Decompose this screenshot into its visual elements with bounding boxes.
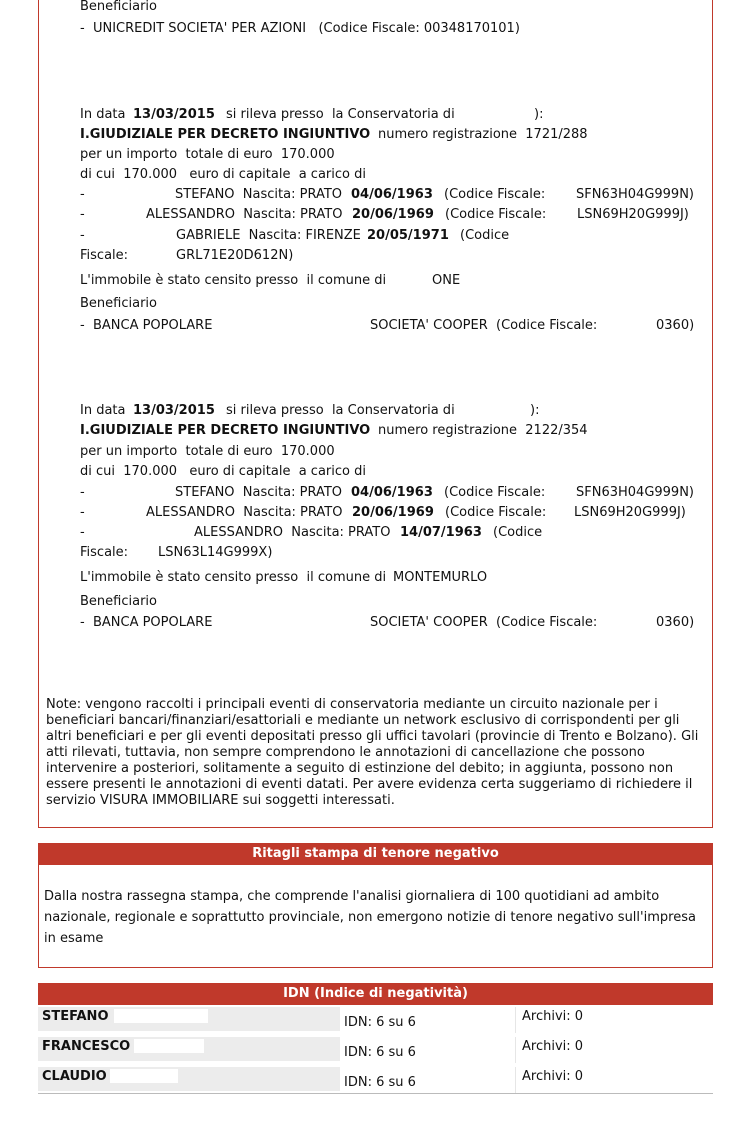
person-dash: - xyxy=(80,228,85,243)
person-surname: CLAUDIO xyxy=(42,1069,107,1084)
record-date: 13/03/2015 xyxy=(133,403,215,418)
person-cf-label: (Codice Fiscale: xyxy=(445,207,547,222)
person-dob: 20/06/1969 xyxy=(352,207,434,222)
redacted-block xyxy=(134,1039,204,1053)
record-act: I.GIUDIZIALE PER DECRETO INGIUNTIVO xyxy=(80,423,371,438)
beneficiario-label: Beneficiario xyxy=(80,594,157,609)
table-row xyxy=(38,1005,713,1035)
idn-table xyxy=(38,1005,713,1095)
bank-name: - BANCA POPOLARE xyxy=(80,615,213,630)
record-registration: numero registrazione 2122/354 xyxy=(378,423,588,438)
record-intro-end: ): xyxy=(530,403,540,418)
table-row xyxy=(38,1035,713,1065)
record-intro-b: si rileva presso la Conservatoria di xyxy=(226,107,455,122)
ritagli-header: Ritagli stampa di tenore negativo xyxy=(38,843,713,865)
person-dash: - xyxy=(80,207,85,222)
bank-cf: 0360) xyxy=(656,318,695,333)
bank-type: SOCIETA' COOPER (Codice Fiscale: xyxy=(370,318,598,333)
fiscale-value: GRL71E20D612N) xyxy=(176,248,294,263)
person-cf-label: (Codice xyxy=(460,228,510,243)
idn-value: IDN: 6 su 6 xyxy=(344,1075,416,1090)
person-cf: SFN63H04G999N) xyxy=(576,187,694,202)
person-dash: - xyxy=(80,485,85,500)
person-surname: FRANCESCO xyxy=(42,1039,131,1054)
person-name: STEFANO Nascita: PRATO xyxy=(175,485,343,500)
person-cf-label: (Codice Fiscale: xyxy=(444,485,546,500)
person-dash: - xyxy=(80,525,85,540)
beneficiario-label: Beneficiario xyxy=(80,296,157,311)
archivi-value: Archivi: 0 xyxy=(522,1069,584,1084)
person-cf-label: (Codice Fiscale: xyxy=(445,505,547,520)
person-dash: - xyxy=(80,187,85,202)
archivi-value: Archivi: 0 xyxy=(522,1039,584,1054)
beneficiario-label: Beneficiario xyxy=(80,0,157,14)
divider xyxy=(38,1093,713,1094)
comune-value: MONTEMURLO xyxy=(393,570,488,585)
idn-value: IDN: 6 su 6 xyxy=(344,1015,416,1030)
comune-label: L'immobile è stato censito presso il comune di xyxy=(80,570,387,585)
bank-type: SOCIETA' COOPER (Codice Fiscale: xyxy=(370,615,598,630)
comune-value: ONE xyxy=(432,273,461,288)
record-intro-a: In data xyxy=(80,107,126,122)
person-name: ALESSANDRO Nascita: PRATO xyxy=(146,505,343,520)
person-cf: LSN69H20G999J) xyxy=(574,505,686,520)
record-date: 13/03/2015 xyxy=(133,107,215,122)
redacted-block xyxy=(110,1069,178,1083)
comune-label: L'immobile è stato censito presso il comune di xyxy=(80,273,387,288)
record-registration: numero registrazione 1721/288 xyxy=(378,127,588,142)
person-dob: 04/06/1963 xyxy=(351,485,433,500)
person-cf: SFN63H04G999N) xyxy=(576,485,694,500)
record-importo: per un importo totale di euro 170.000 xyxy=(80,147,335,162)
record-intro-a: In data xyxy=(80,403,126,418)
person-dash: - xyxy=(80,505,85,520)
person-name: GABRIELE Nascita: FIRENZE xyxy=(176,228,361,243)
person-name: ALESSANDRO Nascita: PRATO xyxy=(146,207,343,222)
person-cf-label: (Codice xyxy=(493,525,543,540)
bank-cf: 0360) xyxy=(656,615,695,630)
record-act: I.GIUDIZIALE PER DECRETO INGIUNTIVO xyxy=(80,127,371,142)
record-capitale: di cui 170.000 euro di capitale a carico di xyxy=(80,167,366,182)
beneficiary-line: - UNICREDIT SOCIETA' PER AZIONI (Codice Fiscale: 00348170101) xyxy=(80,21,520,36)
person-cf-label: (Codice Fiscale: xyxy=(444,187,546,202)
note-paragraph: Note: vengono raccolti i principali eventi di conservatoria mediante un circuito nazionale per i beneficiari bancari/finanziari/esattoriali e mediante un network esclusivo di corrispondenti per gli altri beneficiari e per gli eventi depositati presso gli uffici tavolari (provincie di Trento e Bolzano). Gli atti rilevati, tuttavia, non sempre comprendono le annotazioni di cancellazione che possono intervenire a posteriori, solitamente a seguito di estinzione del debito; in aggiunta, possono non essere presenti le annotazioni di eventi datati. Per avere evidenza certa suggeriamo di richiedere il servizio VISURA IMMOBILIARE sui soggetti interessati. xyxy=(46,697,699,808)
record-intro-b: si rileva presso la Conservatoria di xyxy=(226,403,455,418)
person-name: STEFANO Nascita: PRATO xyxy=(175,187,343,202)
fiscale-value: LSN63L14G999X) xyxy=(158,545,273,560)
person-dob: 20/06/1969 xyxy=(352,505,434,520)
person-dob: 14/07/1963 xyxy=(400,525,482,540)
ritagli-text: Dalla nostra rassegna stampa, che comprende l'analisi giornaliera di 100 quotidiani ad ambito nazionale, regionale e soprattutto provinciale, non emergono notizie di tenore negativo sull'impresa in esame xyxy=(44,889,696,946)
redacted-block xyxy=(114,1009,208,1023)
person-dob: 20/05/1971 xyxy=(367,228,449,243)
fiscale-label: Fiscale: xyxy=(80,545,129,560)
person-cf: LSN69H20G999J) xyxy=(577,207,689,222)
person-dob: 04/06/1963 xyxy=(351,187,433,202)
record-intro-end: ): xyxy=(534,107,544,122)
archivi-value: Archivi: 0 xyxy=(522,1009,584,1024)
idn-header: IDN (Indice di negatività) xyxy=(38,983,713,1005)
table-row xyxy=(38,1065,713,1095)
person-surname: STEFANO xyxy=(42,1009,109,1024)
person-name: ALESSANDRO Nascita: PRATO xyxy=(194,525,391,540)
fiscale-label: Fiscale: xyxy=(80,248,129,263)
bank-name: - BANCA POPOLARE xyxy=(80,318,213,333)
record-importo: per un importo totale di euro 170.000 xyxy=(80,444,335,459)
idn-value: IDN: 6 su 6 xyxy=(344,1045,416,1060)
record-capitale: di cui 170.000 euro di capitale a carico di xyxy=(80,464,366,479)
